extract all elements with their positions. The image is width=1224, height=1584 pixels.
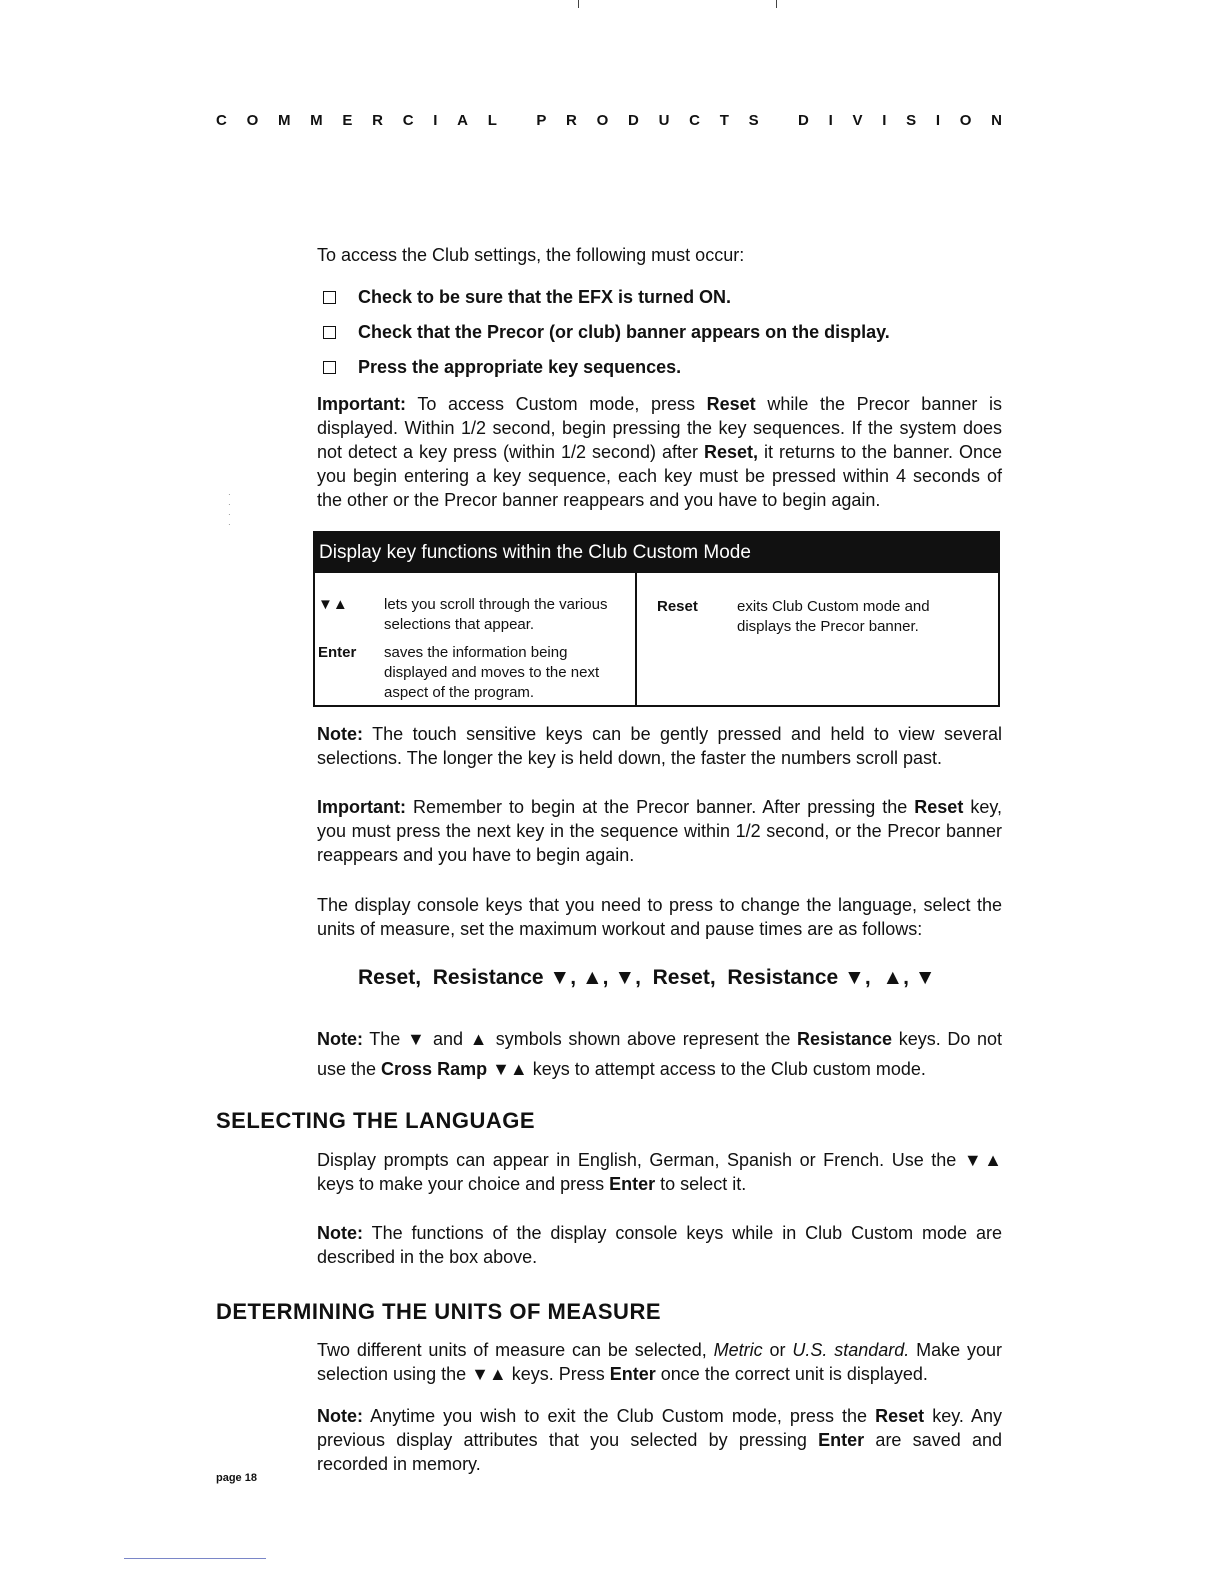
note-paragraph-1 <box>317 722 1002 770</box>
text-run: while the Precor banner is displayed. Within 1/2 second, begin pressing the key sequences. If the system does not detect a key press (within 1/2 second) after <box>317 394 1002 462</box>
checklist-item-label: Check to be sure that the EFX is turned ON. <box>358 287 732 307</box>
key-functions-left <box>315 573 637 705</box>
note-label: Note: <box>317 1223 363 1243</box>
key-row <box>315 595 635 635</box>
important-paragraph-2 <box>317 795 1002 867</box>
key-functions-body <box>315 573 998 705</box>
header-letter: O <box>959 112 972 129</box>
intro-text: To access the Club settings, the following must occur: <box>317 245 745 265</box>
checklist-item <box>317 315 1002 350</box>
text-run: keys to attempt access to the Club custom mode. <box>527 1059 926 1079</box>
text-run: Display prompts can appear in English, German, Spanish or French. Use the ▼▲ keys to make your choice and press <box>317 1150 1002 1194</box>
key-description: lets you scroll through the various selections that appear. <box>384 596 608 633</box>
key-sequence: Reset, Resistance ▼, ▲, ▼, Reset, Resistance ▼, ▲, ▼ <box>358 966 936 989</box>
checklist-item <box>317 280 1002 315</box>
header-letter: S <box>748 112 759 129</box>
resistance-key-label: Resistance <box>797 1029 893 1049</box>
header-letter: R <box>566 112 577 129</box>
text-run: keys. Do not use the <box>317 1029 1002 1079</box>
header-letter: P <box>536 112 547 129</box>
units-note <box>317 1404 1002 1476</box>
header-letter: S <box>906 112 917 129</box>
header-letter: L <box>487 112 497 129</box>
text-run: once the correct unit is displayed. <box>655 1364 928 1384</box>
key-label: Reset <box>657 598 698 615</box>
key-functions-right <box>637 573 998 705</box>
reset-key-label: Reset, <box>703 442 758 462</box>
header-letter: A <box>457 112 468 129</box>
text-run: Remember to begin at the Precor banner. After pressing the <box>406 797 915 817</box>
header-letter: R <box>372 112 383 129</box>
header-letter: O <box>246 112 259 129</box>
metric-option: Metric <box>713 1340 763 1360</box>
important-label: Important: <box>317 797 406 817</box>
checklist-item <box>317 350 1002 385</box>
checkbox-icon <box>323 326 336 339</box>
reset-key-label: Reset <box>875 1406 925 1426</box>
key-description: exits Club Custom mode and displays the Precor banner. <box>737 598 930 635</box>
checklist-item-label: Press the appropriate key sequences. <box>358 357 682 377</box>
footer-divider <box>124 1558 266 1559</box>
header-letter: I <box>882 112 887 129</box>
text-run: Make your selection using the ▼▲ keys. Press <box>317 1340 1002 1384</box>
header-letter: N <box>991 112 1002 129</box>
key-label: Enter <box>318 644 357 661</box>
text-run: The touch sensitive keys can be gently pressed and held to view several selections. The longer the key is held down, the faster the numbers scroll past. <box>317 724 1002 768</box>
header-letter: C <box>402 112 414 129</box>
language-note <box>317 1221 1002 1269</box>
header-letter: C <box>216 112 227 129</box>
header-letter: U <box>658 112 670 129</box>
arrow-keys-icon: ▼▲ <box>318 596 348 613</box>
key-functions-box <box>313 531 1000 707</box>
division-header <box>216 112 1002 129</box>
enter-key-label: Enter <box>609 1364 656 1384</box>
scan-mark <box>776 0 777 8</box>
key-row <box>315 643 635 703</box>
important-label: Important: <box>317 394 406 414</box>
key-description: saves the information being displayed and moves to the next aspect of the program. <box>384 644 600 701</box>
header-letter: O <box>596 112 609 129</box>
checklist-item-label: Check that the Precor (or club) banner appears on the display. <box>358 322 890 342</box>
header-letter: M <box>277 112 291 129</box>
text-run: key, you must press the next key in the sequence within 1/2 second, or the Precor banner reappears and you have to begin again. <box>317 797 1002 865</box>
text-run: to select it. <box>655 1174 747 1194</box>
header-letter: D <box>798 112 809 129</box>
page-number: page 18 <box>216 1472 257 1484</box>
checkbox-icon <box>323 291 336 304</box>
text-run: or <box>762 1340 793 1360</box>
key-row <box>637 597 977 705</box>
text-run: The functions of the display console keys while in Club Custom mode are described in the box above. <box>317 1223 1002 1267</box>
section-heading-units: DETERMINING THE UNITS OF MEASURE <box>216 1299 662 1324</box>
checkbox-icon <box>323 361 336 374</box>
header-letter: T <box>719 112 729 129</box>
checklist <box>317 280 1002 385</box>
text-run: To access Custom mode, press <box>406 394 707 414</box>
enter-key-label: Enter <box>818 1430 865 1450</box>
scan-dots: · · · · <box>228 490 231 529</box>
units-paragraph <box>317 1338 1002 1386</box>
note-paragraph-2 <box>317 1024 1002 1084</box>
text-run: Anytime you wish to exit the Club Custom mode, press the <box>363 1406 876 1426</box>
key-functions-title: Display key functions within the Club Custom Mode <box>315 533 998 573</box>
enter-key-label: Enter <box>609 1174 656 1194</box>
important-paragraph-1 <box>317 392 1002 512</box>
language-paragraph <box>317 1148 1002 1196</box>
note-label: Note: <box>317 724 363 744</box>
cross-ramp-key-label: Cross Ramp ▼▲ <box>381 1059 528 1079</box>
text-run: Two different units of measure can be selected, <box>317 1340 714 1360</box>
header-letter: M <box>310 112 323 129</box>
text-run: are saved and recorded in memory. <box>317 1430 1002 1474</box>
note-label: Note: <box>317 1406 363 1426</box>
header-letter: E <box>342 112 353 129</box>
header-letter: D <box>628 112 639 129</box>
text-run: it returns to the banner. Once you begin entering a key sequence, each key must be pressed within 4 seconds of the other or the Precor banner reappears and you have to begin again. <box>317 442 1002 510</box>
reset-key-label: Reset <box>914 797 964 817</box>
keys-intro-paragraph: The display console keys that you need to press to change the language, select the units of measure, set the maximum workout and pause times are as follows: <box>317 895 1002 939</box>
header-letter: I <box>433 112 438 129</box>
section-heading-language: SELECTING THE LANGUAGE <box>216 1108 536 1133</box>
scan-mark <box>578 0 579 8</box>
header-letter: I <box>828 112 833 129</box>
header-letter: I <box>935 112 941 129</box>
text-run: The ▼ and ▲ symbols shown above represent the <box>363 1029 798 1049</box>
note-label: Note: <box>317 1029 363 1049</box>
header-letter: C <box>689 112 700 129</box>
text-run: key. Any previous display attributes that you selected by pressing <box>317 1406 1003 1450</box>
reset-key-label: Reset <box>706 394 756 414</box>
header-letter: V <box>852 112 863 129</box>
us-standard-option: U.S. standard. <box>792 1340 910 1360</box>
